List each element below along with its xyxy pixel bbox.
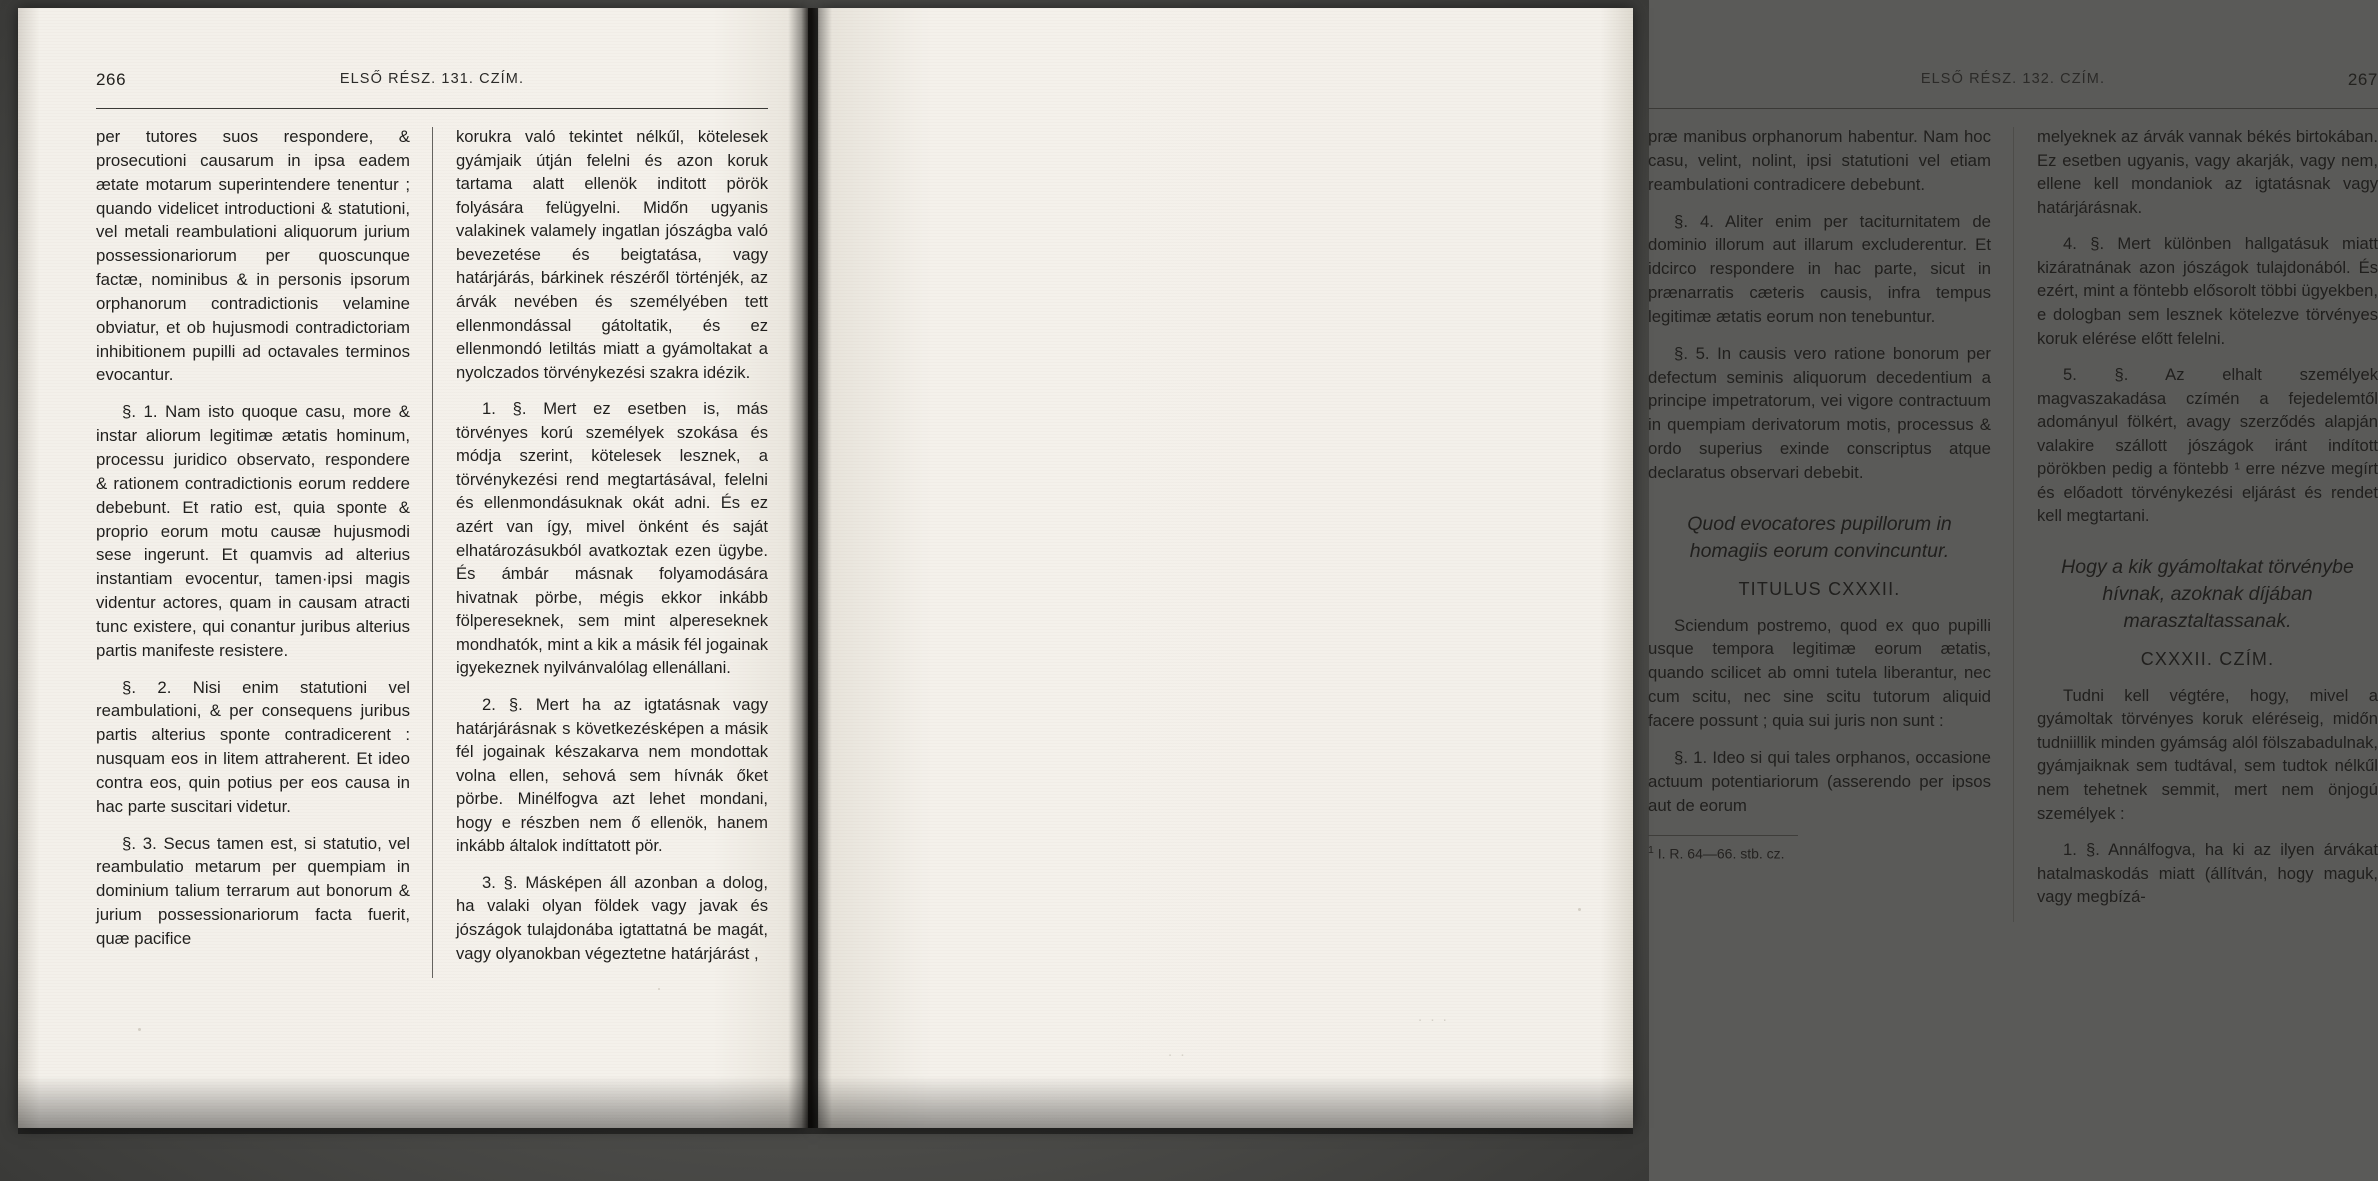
left-page-content — [96, 68, 768, 1008]
footnote-marker: 1 — [1648, 844, 1654, 857]
paragraph: §. 2. Nisi enim statutioni vel reambulationi, & per consequens juribus partis alterius sponte contradicerent : nusquam eos in litem attraherent. Et ideo contra eos, quin potius per eos causa in hac parte suscitari videtur. — [96, 677, 410, 816]
paper-speck — [1578, 908, 1581, 911]
right-page-content — [1648, 68, 2378, 1008]
hungarian-section-title: Hogy a kik gyámoltakat törvénybe hívnak, azoknak díjában marasztaltassanak. — [2061, 556, 2354, 632]
paragraph: 4. §. Mert különben hallgatásuk miatt kizáratnának azon jószágok tulajdonából. És ezért, mint a föntebb elősorolt többi ügyekben, e dologban sem lesznek kötelezve törvényes koruk elérése előtt felelni. — [2037, 234, 2378, 348]
right-folio-number: 267 — [2347, 70, 2378, 89]
paragraph: 3. §. Másképen áll azonban a dolog, ha valaki olyan földek vagy javak és jószágok tulajdonába igtattatná be magát, vagy olyanokban végeztetne határjárást , — [456, 872, 768, 963]
paragraph: 1. §. Annálfogva, ha ki az ilyen árvákat hatalmaskodás miatt (állítván, hogy maguk, vagy megbízá- — [2037, 840, 2378, 907]
left-folio-number: 266 — [96, 70, 127, 89]
paragraph: præ manibus orphanorum habentur. Nam hoc casu, velint, nolint, ipsi statutioni vel etiam reambulationi contradicere debebunt. — [1648, 127, 1991, 194]
footnote — [1648, 844, 1991, 862]
latin-titulus-heading: TITULUS CXXXII. — [1738, 578, 1901, 599]
paragraph: 2. §. Mert ha az igtatásnak vagy határjárásnak s következésképen a másik fél jogainak készakarva nem mondottak volna ellen, sehová sem hívnák őket pörbe. Minélfogva azt lehet mondani, hogy e részben nem ő ellenök, hanem inkább általok indíttatott pör. — [456, 694, 768, 856]
show-through-text: . . . — [1418, 1008, 1449, 1025]
right-running-title: ELSŐ RÉSZ. 132. CZÍM. — [1920, 71, 2106, 87]
paragraph: §. 1. Ideo si qui tales orphanos, occasione actuum potentiariorum (asserendo per ipsos aut de eorum — [1648, 747, 1991, 815]
book-spread — [18, 8, 2378, 1128]
footnote-separator — [1648, 835, 1798, 836]
paragraph: §. 1. Nam isto quoque casu, more & instar aliorum legitimæ ætatis hominum, processu juridico observato, respondere & rationem contradictionis eorum reddere debebunt. Et ratio est, quia sponte & proprio eorum motu causæ hujusmodi sese ingerunt. Et quamvis ad alterius instantiam evocentur, tamen·ipsi magis videntur actores, quam in causam atracti tunc existere, qui conantur juribus alterius partis manifeste resistere. — [96, 402, 410, 660]
left-latin-column — [96, 125, 432, 978]
paragraph: 5. §. Az elhalt személyek magvaszakadása czímén a fejedelemtől adományul fölkért, avagy szerződés alapján valakire szállott jószágok iránt indított pörökben pedig a föntebb ¹ erre nézve megírt és előadott törvénykezési eljárást és rendet kell megtartani. — [2037, 365, 2378, 526]
book-gutter-shadow — [788, 8, 832, 1128]
paragraph: melyeknek az árvák vannak békés birtokában. Ez esetben ugyanis, vagy akarják, vagy nem, ellene kell mondaniok az igtatásnak vagy határjárásnak. — [2037, 127, 2378, 217]
footnote-text: I. R. 64—66. stb. cz. — [1657, 846, 1785, 863]
left-running-header — [96, 68, 768, 102]
paragraph: §. 4. Aliter enim per taciturnitatem de dominio illorum aut illarum excluderentur. Et idcirco respondere in hac parte, sicut in prænarratis cæteris causis, infra tempus legitimæ ætatis eorum non tenebuntur. — [1648, 211, 1991, 326]
left-two-column-body — [96, 125, 768, 978]
left-running-title: ELSŐ RÉSZ. 131. CZÍM. — [339, 71, 525, 87]
paragraph: 1. §. Mert ez esetben is, más törvényes korú személyek szokása és módja szerint, kötelesek lesznek, a törvénykezési rend megtartásával, felelni és ellenmondásuknak okát adni. És ez azért van így, mivel önként és saját elhatározásukból avatkoztak ezen ügybe. És ámbár másnak folyamodására hivatnak pörbe, mégis ekkor inkább fölpereseknek, sem mint alpereseknek mondhatók, mint a kik a másik fél jogainak igyekeznek nyilvánvalólag ellenállani. — [456, 399, 768, 678]
right-two-column-body — [1648, 125, 2378, 922]
left-hungarian-column — [432, 125, 768, 978]
paper-speck — [138, 1028, 141, 1031]
paragraph: §. 5. In causis vero ratione bonorum per defectum seminis aliquorum decedentium a principe impetratorum, vei vigore contractuum in quempiam derivatorum motis, processus & ordo superius exinde conscriptus atque declaratus observari debebit. — [1648, 343, 1991, 482]
paragraph: per tutores suos respondere, & prosecutioni causarum in ipsa eadem ætate motarum superintendere tenentur ; quando videlicet introductioni & statutioni, vel metali reambulationi aliquorum jurium possessionariorum per quoscunque factæ, nominibus & in personis ipsorum orphanorum contradictionis velamine obviatur, et ob hujusmodi contradictoriam inhibitionem pupilli ad octavales terminos evocantur. — [96, 127, 410, 385]
show-through-text: . . — [1168, 1043, 1187, 1060]
left-header-rule — [96, 108, 768, 109]
paragraph: §. 3. Secus tamen est, si statutio, vel reambulatio metarum per quempiam in dominium talium terrarum aut bonorum & jurium possessionariorum facta fuerit, quæ pacifice — [96, 833, 410, 948]
right-running-header — [1648, 68, 2378, 102]
paragraph: Tudni kell végtére, hogy, mivel a gyámoltak törvényes koruk eléréseig, midőn tudniillik minden gyámság alól fölszabadulnak, gyámjaiknak sem tudtával, sem tudtok nélkűl nem tehetnek semmit, mert nem önjogú személyek : — [2037, 685, 2378, 823]
latin-section-title: Quod evocatores pupillorum in homagiis eorum convincuntur. — [1687, 512, 1952, 562]
right-header-rule — [1648, 108, 2378, 109]
right-page — [818, 8, 2378, 1128]
left-page — [18, 8, 808, 1128]
right-latin-column — [1648, 125, 2013, 922]
paper-texture-right — [818, 8, 1633, 1128]
paragraph: Sciendum postremo, quod ex quo pupilli usque tempora legitimæ eorum ætatis, quando scilicet ab omni tutela liberantur, nec cum scitu, nec sine scitu tutorum aliquid facere possunt ; quia sui juris non sunt : — [1648, 615, 1991, 730]
hungarian-titulus-heading: CXXXII. CZÍM. — [2140, 648, 2275, 669]
right-hungarian-column — [2013, 125, 2378, 922]
paragraph: korukra való tekintet nélkűl, kötelesek gyámjaik útján felelni és azon koruk tartama alatt ellenök inditott pörök folyására felügyelni. Midőn ugyanis valakinek valamely ingatlan jószágba való bevezetése és beigtatása, vagy határjárás, bárkinek részéről történjék, az árvák nevében és személyében tett ellenmondással gátoltatik, és ez ellenmondó letiltás miatt a gyámoltakat a nyolczados törvénykezési szakra idézik. — [456, 127, 768, 382]
